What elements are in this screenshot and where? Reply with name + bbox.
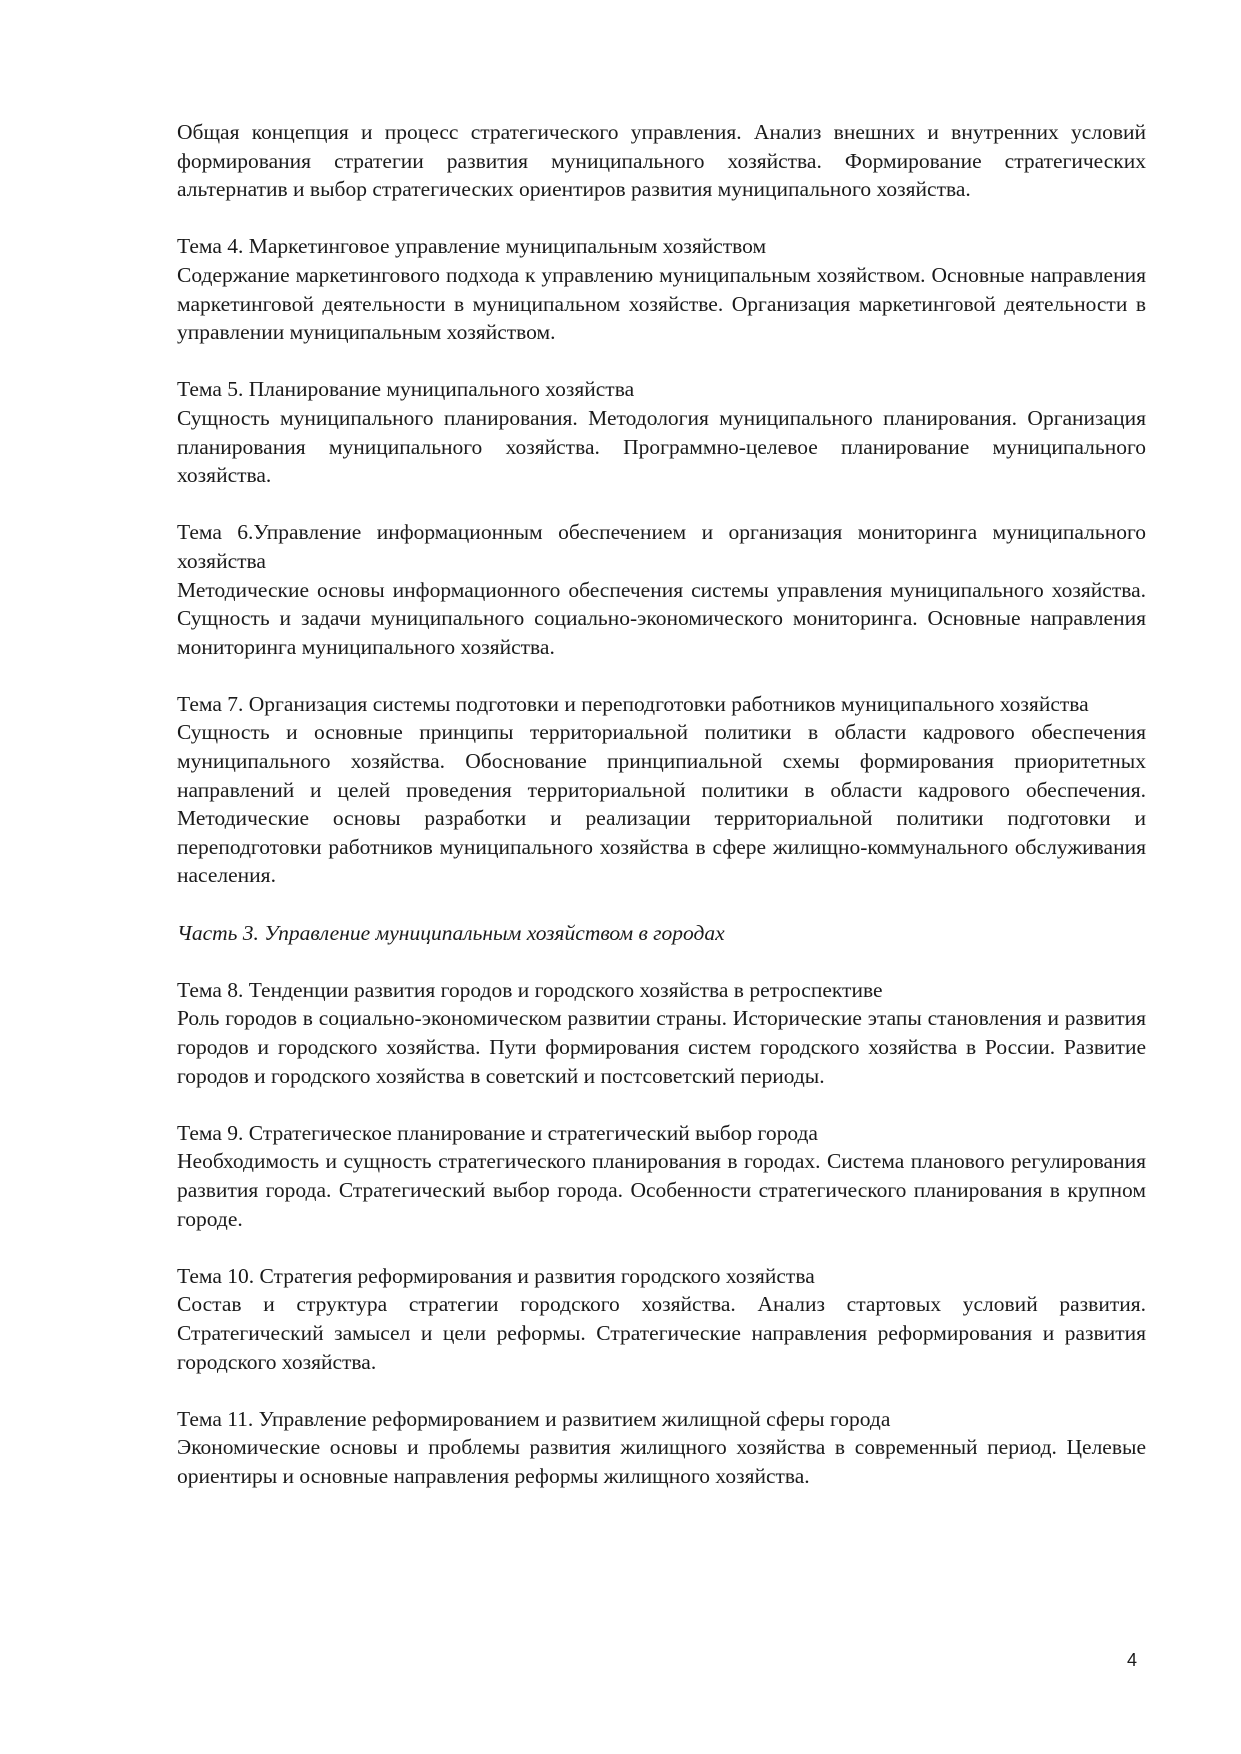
topic-5-heading: Тема 5. Планирование муниципального хозяйства bbox=[177, 377, 635, 402]
topic-10-body: Состав и структура стратегии городского хозяйства. Анализ стартовых условий развития. Стратегический замысел и цели реформы. Стратегические направления реформирования и развития городского хозяйства. bbox=[177, 1292, 1146, 1374]
part-3-title: Часть 3. Управление муниципальным хозяйством в городах bbox=[177, 920, 725, 945]
topic-10-heading: Тема 10. Стратегия реформирования и развития городского хозяйства bbox=[177, 1263, 815, 1288]
topic-9-body: Необходимость и сущность стратегического планирования в городах. Система планового регулирования развития города. Стратегический выбор города. Особенности стратегического планирования в крупном городе. bbox=[177, 1149, 1146, 1231]
topic-4-heading: Тема 4. Маркетинговое управление муниципальным хозяйством bbox=[177, 234, 767, 259]
intro-paragraph: Общая концепция и процесс стратегического управления. Анализ внешних и внутренних условий формирования стратегии развития муниципального хозяйства. Формирование стратегических альтернатив и выбор стратегических ориентиров развития муниципального хозяйства. bbox=[177, 120, 1146, 202]
topic-7-body: Сущность и основные принципы территориальной политики в области кадрового обеспечения муниципального хозяйства. Обоснование принципиальной схемы формирования приоритетных направлений и целей проведения территориальной политики в области кадрового обеспечения. Методические основы разработки и реализации территориальной политики подготовки и переподготовки работников муниципального хозяйства в сфере жилищно-коммунального обслуживания населения. bbox=[177, 720, 1146, 888]
topic-6-heading: Тема 6.Управление информационным обеспечением и организация мониторинга муниципального хозяйства bbox=[177, 520, 1146, 573]
topic-9-heading: Тема 9. Стратегическое планирование и стратегический выбор города bbox=[177, 1120, 818, 1145]
spacer bbox=[177, 1090, 1146, 1119]
spacer bbox=[177, 347, 1146, 376]
topic-7-heading: Тема 7. Организация системы подготовки и переподготовки работников муниципального хозяйства bbox=[177, 691, 1089, 716]
spacer bbox=[177, 204, 1146, 233]
topic-8-body: Роль городов в социально-экономическом развитии страны. Исторические этапы становления и развития городов и городского хозяйства. Пути формирования систем городского хозяйства в России. Развитие городов и городского хозяйства в советский и постсоветский периоды. bbox=[177, 1006, 1146, 1088]
document-body bbox=[177, 118, 1146, 1491]
spacer bbox=[177, 1376, 1146, 1405]
topic-6-body: Методические основы информационного обеспечения системы управления муниципального хозяйства. Сущность и задачи муниципального социально-экономического мониторинга. Основные направления мониторинга муниципального хозяйства. bbox=[177, 577, 1146, 659]
spacer bbox=[177, 890, 1146, 919]
spacer bbox=[177, 661, 1146, 690]
spacer bbox=[177, 1233, 1146, 1262]
spacer bbox=[177, 947, 1146, 976]
page-number: 4 bbox=[1127, 1650, 1138, 1670]
spacer bbox=[177, 490, 1146, 519]
topic-8-heading: Тема 8. Тенденции развития городов и городского хозяйства в ретроспективе bbox=[177, 977, 883, 1002]
topic-5-body: Сущность муниципального планирования. Методология муниципального планирования. Организация планирования муниципального хозяйства. Программно-целевое планирование муниципального хозяйства. bbox=[177, 405, 1146, 488]
topic-11-body: Экономические основы и проблемы развития жилищного хозяйства в современный период. Целевые ориентиры и основные направления реформы жилищного хозяйства. bbox=[177, 1435, 1146, 1488]
topic-11-heading: Тема 11. Управление реформированием и развитием жилищной сферы города bbox=[177, 1406, 891, 1431]
topic-4-body: Содержание маркетингового подхода к управлению муниципальным хозяйством. Основные направления маркетинговой деятельности в муниципальном хозяйстве. Организация маркетинговой деятельности в управлении муниципальным хозяйством. bbox=[177, 262, 1146, 345]
